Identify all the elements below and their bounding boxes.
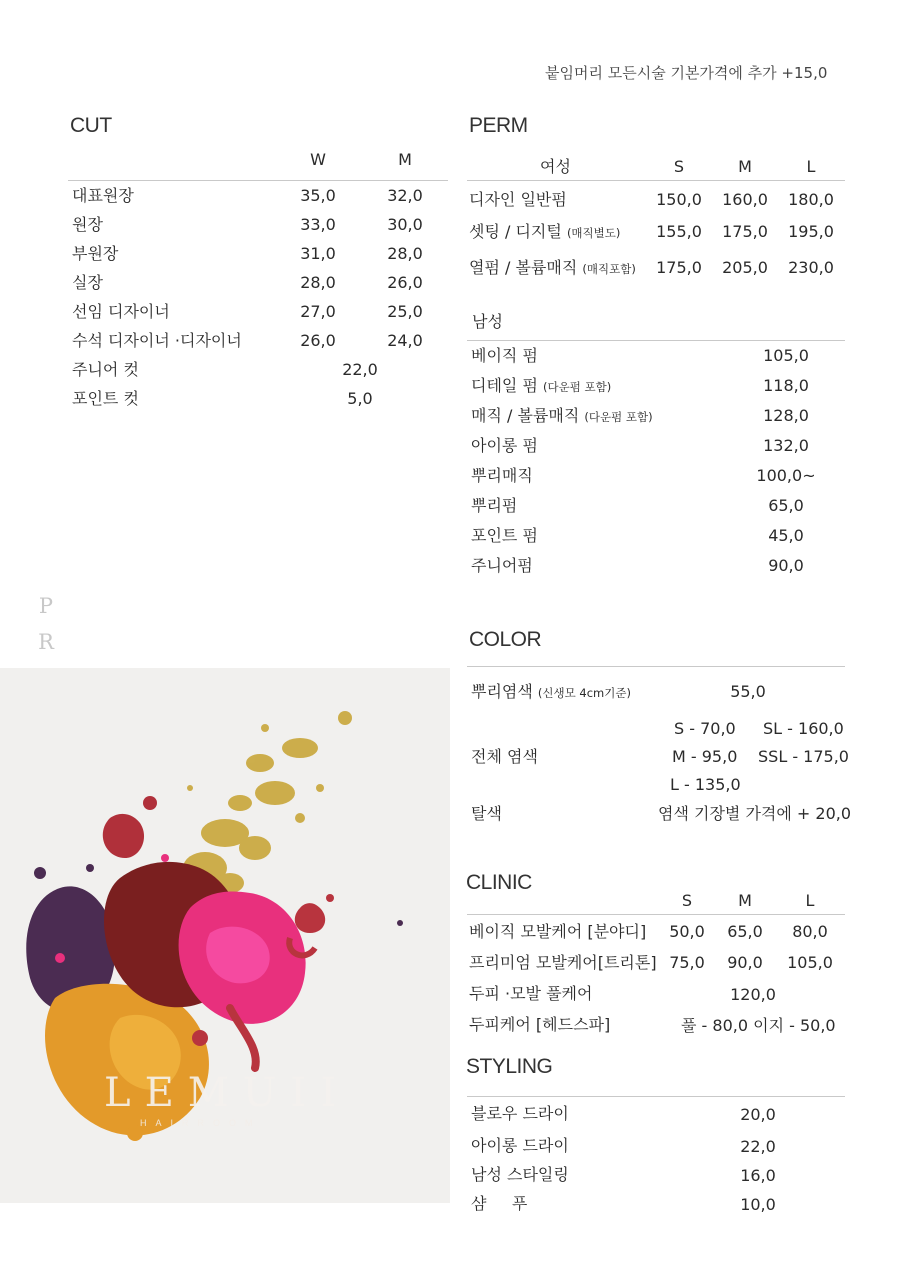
clinic-row-price-m: 90,0 — [727, 953, 763, 972]
cut-row-price-w: 27,0 — [300, 302, 336, 321]
styling-row-name: 샴 푸 — [471, 1194, 528, 1213]
clinic-section-title: CLINIC — [466, 871, 532, 894]
perm-male-row-price: 45,0 — [768, 526, 804, 545]
cut-row-name: 포인트 컷 — [72, 389, 139, 408]
color-root-note: (신생모 4cm기준) — [537, 686, 631, 700]
clinic-header-m: M — [738, 891, 752, 910]
perm-male-row-price: 105,0 — [763, 346, 809, 365]
perm-row-price-l: 230,0 — [788, 258, 834, 277]
cut-row-price-m: 32,0 — [387, 186, 423, 205]
perm-row-price-m: 175,0 — [722, 222, 768, 241]
brand-paint-splash-photo — [0, 668, 450, 1203]
perm-male-row-label: 포인트 펌 — [471, 526, 538, 545]
perm-male-row-name — [471, 466, 533, 486]
cut-row-name: 선임 디자이너 — [72, 302, 170, 321]
perm-male-divider — [467, 340, 845, 341]
perm-male-row-label: 아이롱 펌 — [471, 436, 538, 455]
cut-row-price-w: 35,0 — [300, 186, 336, 205]
clinic-scalp-full-label: 두피 ·모발 풀케어 — [469, 984, 593, 1003]
clinic-head-spa-price: 풀 - 80,0 이지 - 50,0 — [681, 1016, 836, 1035]
styling-section-title: STYLING — [466, 1055, 553, 1078]
perm-row-note: (매직별도) — [566, 226, 621, 240]
clinic-row-price-l: 80,0 — [792, 922, 828, 941]
clinic-header-l: L — [805, 891, 815, 910]
color-full-price-ssl: SSL - 175,0 — [758, 747, 849, 766]
perm-row-price-s: 175,0 — [656, 258, 702, 277]
extension-surcharge-notice: 붙임머리 모든시술 기본가격에 추가 +15,0 — [545, 64, 828, 82]
perm-male-row-price: 118,0 — [763, 376, 809, 395]
perm-row-label: 열펌 / 볼륨매직 — [469, 258, 578, 277]
color-root-row — [471, 682, 631, 703]
cut-row-price-w: 28,0 — [300, 273, 336, 292]
styling-row-price: 16,0 — [740, 1166, 776, 1185]
cut-section-title: CUT — [70, 114, 112, 137]
styling-header-divider — [467, 1096, 845, 1097]
perm-male-row-note: (다운펌 포함) — [584, 410, 653, 424]
cut-header-m: M — [398, 150, 412, 169]
cut-row-price-m: 25,0 — [387, 302, 423, 321]
cut-row-price: 5,0 — [347, 389, 373, 408]
clinic-head-spa-label: 두피케어 [헤드스파] — [469, 1015, 611, 1034]
cut-row-price-w: 31,0 — [300, 244, 336, 263]
perm-male-row-name — [471, 526, 538, 546]
clinic-row-price-s: 50,0 — [669, 922, 705, 941]
clinic-header-divider — [467, 914, 845, 915]
clinic-row-name: 베이직 모발케어 [분야디] — [469, 922, 647, 941]
perm-female-label: 여성 — [540, 157, 571, 176]
cut-row-name: 수석 디자이너 ·디자이너 — [72, 331, 242, 350]
perm-row-price-l: 180,0 — [788, 190, 834, 209]
cut-header-divider — [68, 180, 448, 181]
clinic-row-name: 프리미엄 모발케어[트리톤] — [469, 953, 657, 972]
price-letter: P — [38, 594, 54, 618]
perm-row-name — [469, 258, 636, 279]
perm-header-s: S — [673, 157, 685, 176]
clinic-row-price-m: 65,0 — [727, 922, 763, 941]
cut-row-price-m: 24,0 — [387, 331, 423, 350]
color-bleach-price: 염색 기장별 가격에 + 20,0 — [658, 804, 852, 823]
perm-male-row-price: 90,0 — [768, 556, 804, 575]
perm-male-row-label: 뿌리펌 — [471, 496, 518, 515]
color-full-price-s: S - 70,0 — [674, 719, 736, 738]
perm-male-row-price: 100,0~ — [756, 466, 816, 485]
clinic-row-price-l: 105,0 — [787, 953, 833, 972]
color-root-label: 뿌리염색 — [471, 682, 533, 701]
perm-male-row-label: 주니어펌 — [471, 556, 533, 575]
styling-row-price: 22,0 — [740, 1137, 776, 1156]
perm-row-price-s: 155,0 — [656, 222, 702, 241]
perm-male-row-label: 매직 / 볼륨매직 — [471, 406, 580, 425]
perm-male-row-price: 65,0 — [768, 496, 804, 515]
styling-row-name: 블로우 드라이 — [471, 1104, 569, 1123]
perm-male-row-price: 128,0 — [763, 406, 809, 425]
perm-male-row-label: 디테일 펌 — [471, 376, 538, 395]
styling-row-name: 남성 스타일링 — [471, 1165, 569, 1184]
perm-row-name — [469, 190, 567, 210]
perm-male-row-price: 132,0 — [763, 436, 809, 455]
styling-row-price: 10,0 — [740, 1195, 776, 1214]
perm-row-price-s: 150,0 — [656, 190, 702, 209]
color-full-label: 전체 염색 — [471, 747, 538, 766]
color-full-price-l: L - 135,0 — [670, 775, 741, 794]
perm-row-label: 디자인 일반펌 — [469, 190, 567, 209]
price-letter: R — [38, 630, 54, 654]
perm-row-price-l: 195,0 — [788, 222, 834, 241]
perm-male-row-name — [471, 346, 538, 366]
color-full-price-m: M - 95,0 — [672, 747, 738, 766]
cut-row-price-m: 30,0 — [387, 215, 423, 234]
perm-male-row-label: 베이직 펌 — [471, 346, 538, 365]
styling-row-price: 20,0 — [740, 1105, 776, 1124]
color-header-divider — [467, 666, 845, 667]
color-full-price-sl: SL - 160,0 — [763, 719, 844, 738]
cut-row-price-w: 26,0 — [300, 331, 336, 350]
perm-male-label: 남성 — [472, 312, 503, 331]
perm-male-row-name — [471, 406, 653, 427]
cut-header-w: W — [310, 150, 326, 169]
color-root-price: 55,0 — [730, 682, 766, 701]
perm-male-row-label: 뿌리매직 — [471, 466, 533, 485]
brand-logo-subtitle: HAIRROOM — [140, 1118, 262, 1128]
perm-row-price-m: 205,0 — [722, 258, 768, 277]
perm-row-price-m: 160,0 — [722, 190, 768, 209]
perm-header-divider — [467, 180, 845, 181]
cut-row-name: 부원장 — [72, 244, 119, 263]
perm-male-row-name — [471, 496, 517, 516]
cut-row-price-m: 28,0 — [387, 244, 423, 263]
cut-row-name: 대표원장 — [72, 186, 134, 205]
clinic-row-price-s: 75,0 — [669, 953, 705, 972]
perm-male-row-name — [471, 436, 538, 456]
cut-row-price-w: 33,0 — [300, 215, 336, 234]
color-section-title: COLOR — [469, 628, 542, 651]
color-bleach-label: 탈색 — [471, 804, 502, 823]
perm-section-title: PERM — [469, 114, 528, 137]
brand-logo-text: LEMUII — [104, 1070, 351, 1116]
perm-row-note: (매직포함) — [582, 262, 636, 276]
perm-male-row-name — [471, 556, 533, 576]
cut-row-name: 주니어 컷 — [72, 360, 139, 379]
styling-row-name: 아이롱 드라이 — [471, 1136, 569, 1155]
cut-row-name: 원장 — [72, 215, 103, 234]
perm-male-row-note: (다운펌 포함) — [543, 380, 612, 394]
cut-row-price-m: 26,0 — [387, 273, 423, 292]
perm-header-m: M — [738, 157, 752, 176]
perm-male-row-name — [471, 376, 611, 397]
clinic-scalp-full-price: 120,0 — [730, 985, 776, 1004]
cut-row-price: 22,0 — [342, 360, 378, 379]
perm-header-l: L — [806, 157, 816, 176]
clinic-header-s: S — [681, 891, 693, 910]
cut-row-name: 실장 — [72, 273, 103, 292]
perm-row-name — [469, 222, 620, 243]
perm-row-label: 셋팅 / 디지털 — [469, 222, 562, 241]
